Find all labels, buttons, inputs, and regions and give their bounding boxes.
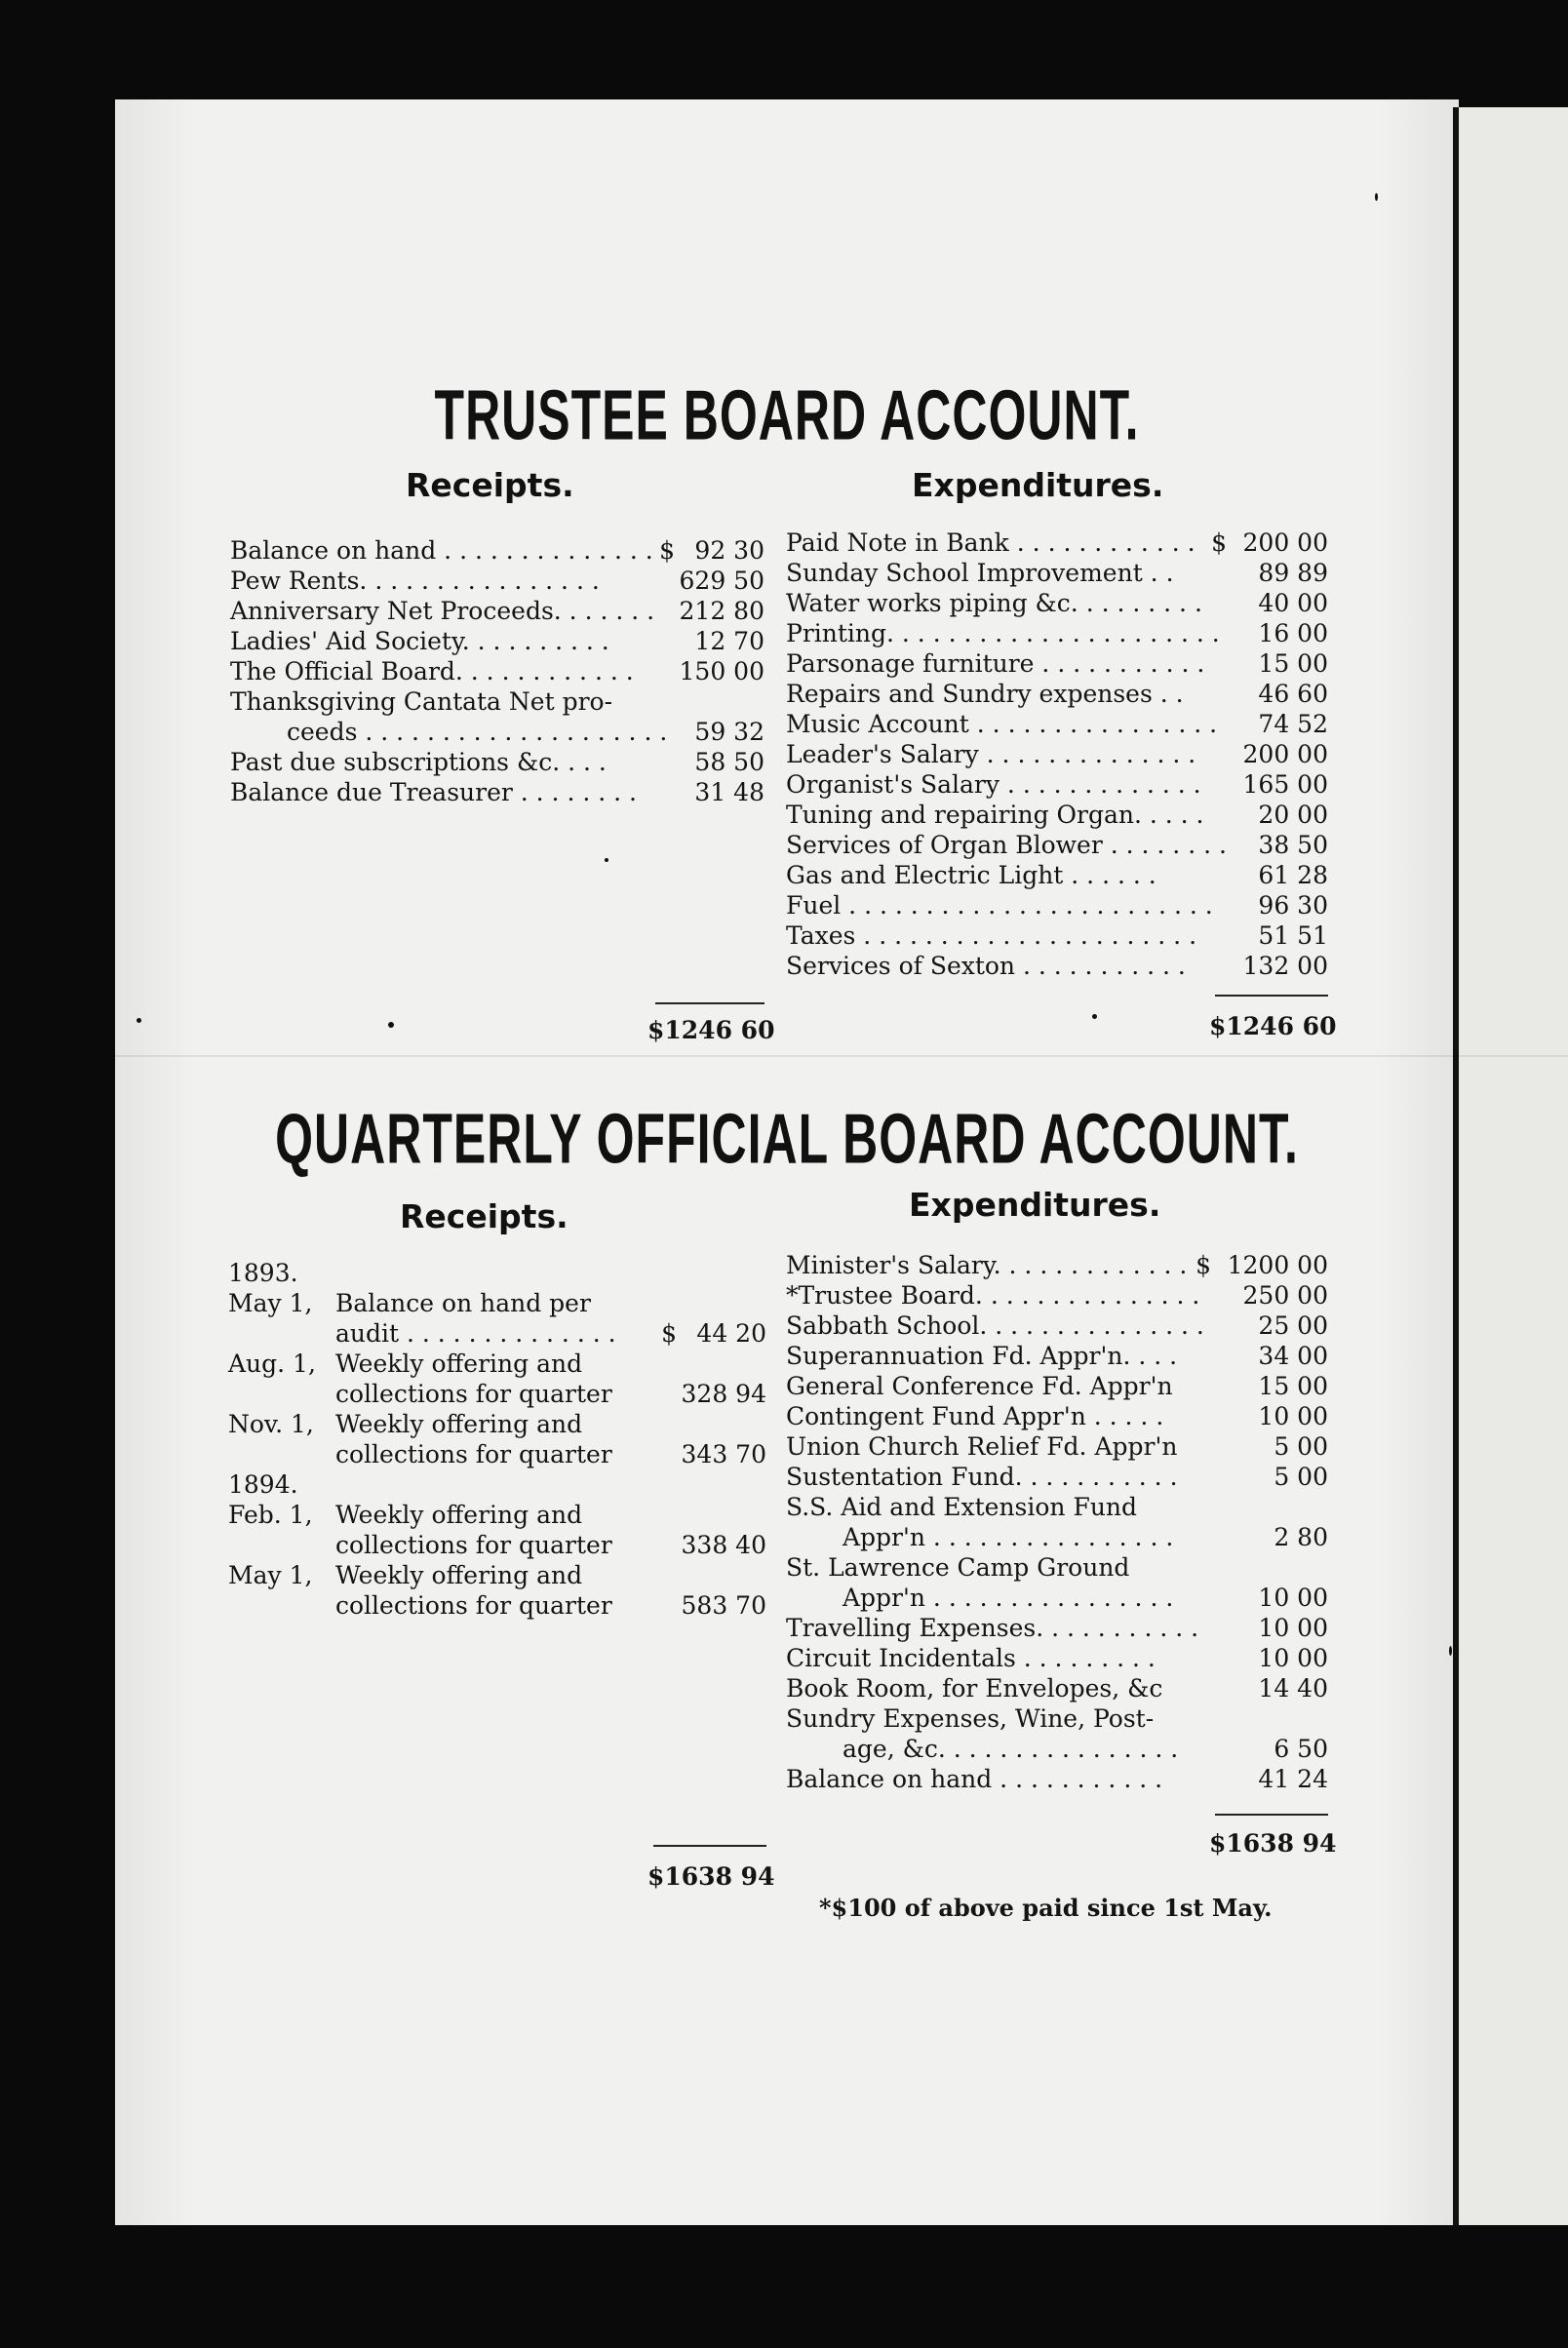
ledger-item-amount: 16 00	[1258, 619, 1328, 647]
ledger-item-label: Pew Rents. . . . . . . . . . . . . . . .	[230, 567, 600, 595]
ledger-row	[230, 777, 764, 807]
entry-date: May 1,	[228, 1289, 313, 1317]
trustee-receipts-total-rule	[655, 1002, 764, 1004]
ledger-row	[786, 1371, 1328, 1401]
ledger-item-label: Organist's Salary . . . . . . . . . . . . .	[786, 770, 1201, 799]
entry-amount: 343 70	[681, 1440, 766, 1468]
quarterly-footnote: *$100 of above paid since 1st May.	[819, 1894, 1273, 1922]
ledger-item-label: Parsonage furniture . . . . . . . . . . .	[786, 649, 1205, 678]
trustee-expenditures-total: $1246 60	[1209, 1012, 1337, 1040]
ledger-item-amount: 132 00	[1242, 952, 1328, 980]
ledger-item-amount: 10 00	[1258, 1614, 1328, 1642]
entry-description: collections for quarter	[335, 1531, 612, 1559]
ledger-row	[228, 1469, 766, 1500]
entry-amount: 44 20	[696, 1319, 766, 1348]
ledger-item-label: Balance on hand . . . . . . . . . . .	[786, 1765, 1163, 1793]
ledger-row	[786, 1431, 1328, 1462]
ledger-row	[786, 890, 1328, 920]
ledger-row	[786, 618, 1328, 648]
ledger-row	[786, 1583, 1328, 1613]
ledger-item-amount: 20 00	[1258, 801, 1328, 829]
ledger-item-amount: 46 60	[1258, 680, 1328, 708]
ledger-item-amount: 1200 00	[1227, 1251, 1328, 1279]
ledger-row	[786, 1673, 1328, 1703]
ledger-item-label: Sabbath School. . . . . . . . . . . . . . .	[786, 1311, 1204, 1340]
trustee-receipts-list	[230, 535, 764, 807]
ledger-row	[228, 1500, 766, 1530]
entry-date: Feb. 1,	[228, 1501, 313, 1529]
ledger-item-label: Water works piping &c. . . . . . . . .	[786, 589, 1202, 617]
ledger-row	[228, 1439, 766, 1469]
quarterly-expenditures-list	[786, 1250, 1328, 1794]
ledger-item-label: Sustentation Fund. . . . . . . . . . .	[786, 1463, 1178, 1491]
ledger-row	[228, 1409, 766, 1439]
ledger-item-label: Fuel . . . . . . . . . . . . . . . . . . . . . . . .	[786, 891, 1213, 920]
entry-description: Weekly offering and	[335, 1561, 583, 1589]
ledger-item-amount: 165 00	[1242, 770, 1328, 799]
ledger-row	[786, 679, 1328, 709]
ledger-item-label: Sundry Expenses, Wine, Post-	[786, 1704, 1155, 1733]
ledger-item-label: Leader's Salary . . . . . . . . . . . . . .	[786, 740, 1196, 768]
ledger-item-amount: 61 28	[1258, 861, 1328, 889]
entry-description: collections for quarter	[335, 1591, 612, 1620]
ledger-row	[786, 769, 1328, 800]
ledger-row	[786, 1401, 1328, 1431]
ledger-item-label: Gas and Electric Light . . . . . .	[786, 861, 1156, 889]
ledger-item-label: General Conference Fd. Appr'n	[786, 1372, 1173, 1400]
ledger-item-label: Union Church Relief Fd. Appr'n	[786, 1432, 1178, 1461]
ledger-item-amount: 5 00	[1274, 1432, 1328, 1461]
entry-description: Weekly offering and	[335, 1410, 583, 1438]
entry-description: collections for quarter	[335, 1440, 612, 1468]
ledger-row	[786, 709, 1328, 739]
ledger-row	[230, 686, 764, 717]
entry-date: May 1,	[228, 1561, 313, 1589]
ledger-item-label: Printing. . . . . . . . . . . . . . . . . . . . . .	[786, 619, 1220, 647]
ledger-row	[786, 1462, 1328, 1492]
ledger-item-amount: 34 00	[1258, 1342, 1328, 1370]
ledger-item-label: S.S. Aid and Extension Fund	[786, 1493, 1138, 1521]
ledger-row	[786, 1734, 1328, 1764]
trustee-expenditures-total-rule	[1215, 995, 1328, 997]
ledger-row	[228, 1560, 766, 1590]
ledger-item-label: Paid Note in Bank . . . . . . . . . . . .	[786, 528, 1196, 557]
ledger-item-label: Sunday School Improvement . .	[786, 559, 1174, 587]
ledger-row	[786, 1341, 1328, 1371]
ledger-item-amount: 2 80	[1274, 1523, 1328, 1551]
ledger-row	[786, 1552, 1328, 1583]
ledger-row	[786, 1613, 1328, 1643]
ledger-item-amount: 15 00	[1258, 649, 1328, 678]
ledger-item-label: Thanksgiving Cantata Net pro-	[230, 687, 613, 716]
ledger-item-amount: 212 80	[679, 597, 764, 625]
ledger-item-amount: 150 00	[679, 657, 764, 685]
ledger-item-label: Contingent Fund Appr'n . . . . .	[786, 1402, 1164, 1430]
entry-amount: 338 40	[681, 1531, 766, 1559]
ink-speck	[137, 1018, 141, 1023]
trustee-expenditures-heading: Expenditures.	[912, 466, 1164, 504]
ledger-row	[230, 535, 764, 566]
ledger-item-label: Music Account . . . . . . . . . . . . . . . .	[786, 710, 1218, 738]
ledger-row	[230, 566, 764, 596]
ledger-item-label: Services of Sexton . . . . . . . . . . .	[786, 952, 1186, 980]
ink-speck	[1449, 1646, 1452, 1656]
ledger-row	[786, 1280, 1328, 1311]
ledger-row	[228, 1318, 766, 1349]
ledger-item-amount: 38 50	[1258, 831, 1328, 859]
trustee-expenditures-list	[786, 528, 1328, 981]
entry-description: collections for quarter	[335, 1380, 612, 1408]
trustee-title: TRUSTEE BOARD ACCOUNT.	[434, 375, 1140, 455]
ledger-row	[786, 1492, 1328, 1522]
ledger-item-amount: 92 30	[694, 536, 764, 565]
ledger-item-amount: 10 00	[1258, 1402, 1328, 1430]
quarterly-receipts-total: $1638 94	[647, 1862, 775, 1891]
ledger-item-amount: 15 00	[1258, 1372, 1328, 1400]
dollar-sign: $	[661, 1319, 677, 1348]
ledger-item-label: Balance on hand . . . . . . . . . . . . . .	[230, 536, 653, 565]
ledger-item-label: age, &c. . . . . . . . . . . . . . . .	[843, 1735, 1179, 1763]
ledger-row	[786, 1703, 1328, 1734]
ledger-row	[786, 528, 1328, 558]
ledger-item-label: Travelling Expenses. . . . . . . . . . .	[786, 1614, 1199, 1642]
entry-description: audit . . . . . . . . . . . . . .	[335, 1319, 616, 1348]
ledger-row	[786, 588, 1328, 618]
quarterly-expenditures-heading: Expenditures.	[909, 1186, 1161, 1224]
entry-description: Balance on hand per	[335, 1289, 591, 1317]
ledger-item-label: Balance due Treasurer . . . . . . . .	[230, 778, 637, 806]
ledger-row	[786, 1311, 1328, 1341]
ledger-item-amount: 200 00	[1242, 528, 1328, 557]
ledger-item-amount: 10 00	[1258, 1584, 1328, 1612]
ledger-row	[786, 1643, 1328, 1673]
entry-description: Weekly offering and	[335, 1350, 583, 1378]
ledger-row	[786, 1522, 1328, 1552]
ledger-row	[786, 1764, 1328, 1794]
entry-amount: 328 94	[681, 1380, 766, 1408]
ledger-row	[786, 739, 1328, 769]
ledger-row	[786, 951, 1328, 981]
ledger-item-amount: 629 50	[679, 567, 764, 595]
ledger-item-amount: 96 30	[1258, 891, 1328, 920]
dollar-sign: $	[1196, 1251, 1211, 1279]
ledger-row	[228, 1349, 766, 1379]
ledger-row	[228, 1530, 766, 1560]
ledger-item-label: St. Lawrence Camp Ground	[786, 1553, 1130, 1582]
ledger-item-amount: 31 48	[694, 778, 764, 806]
ledger-item-label: Past due subscriptions &c. . . .	[230, 748, 607, 776]
ledger-row	[230, 656, 764, 686]
fold-crease	[115, 1055, 1568, 1057]
entry-description: Weekly offering and	[335, 1501, 583, 1529]
ledger-row	[230, 747, 764, 777]
ink-speck	[605, 858, 608, 862]
ledger-item-amount: 250 00	[1242, 1281, 1328, 1310]
ledger-item-label: *Trustee Board. . . . . . . . . . . . . . .	[786, 1281, 1200, 1310]
quarterly-receipts-heading: Receipts.	[400, 1197, 568, 1235]
ledger-item-amount: 59 32	[694, 718, 764, 746]
ledger-item-amount: 14 40	[1258, 1674, 1328, 1702]
ink-speck	[388, 1022, 394, 1028]
ledger-item-amount: 41 24	[1258, 1765, 1328, 1793]
ledger-row	[786, 920, 1328, 951]
entry-date: Nov. 1,	[228, 1410, 314, 1438]
ledger-row	[228, 1258, 766, 1288]
ledger-item-label: Repairs and Sundry expenses . .	[786, 680, 1184, 708]
ink-speck	[1375, 193, 1378, 201]
ledger-item-label: The Official Board. . . . . . . . . . . .	[230, 657, 634, 685]
ledger-row	[786, 558, 1328, 588]
dollar-sign: $	[1211, 528, 1227, 557]
ink-speck	[1092, 1014, 1097, 1019]
quarterly-expenditures-total: $1638 94	[1209, 1829, 1337, 1858]
ledger-item-label: Taxes . . . . . . . . . . . . . . . . . . . . . .	[786, 921, 1197, 950]
ledger-row	[786, 648, 1328, 679]
entry-date: 1893.	[228, 1259, 298, 1287]
ledger-item-label: Minister's Salary. . . . . . . . . . . . .	[786, 1251, 1188, 1279]
entry-amount: 583 70	[681, 1591, 766, 1620]
ledger-item-amount: 89 89	[1258, 559, 1328, 587]
ledger-item-amount: 51 51	[1258, 921, 1328, 950]
quarterly-receipts-total-rule	[653, 1845, 766, 1847]
adjacent-page-strip	[1459, 107, 1568, 2225]
ledger-row	[230, 596, 764, 626]
ledger-item-label: Tuning and repairing Organ. . . . .	[786, 801, 1204, 829]
ledger-row	[228, 1379, 766, 1409]
ledger-item-label: Book Room, for Envelopes, &c	[786, 1674, 1163, 1702]
ledger-row	[786, 860, 1328, 890]
ledger-item-label: Superannuation Fd. Appr'n. . . .	[786, 1342, 1178, 1370]
ledger-item-amount: 6 50	[1274, 1735, 1328, 1763]
trustee-receipts-heading: Receipts.	[406, 466, 574, 504]
ledger-row	[228, 1288, 766, 1318]
ledger-row	[230, 626, 764, 656]
ledger-item-amount: 12 70	[694, 627, 764, 655]
ledger-item-amount: 40 00	[1258, 589, 1328, 617]
ledger-row	[786, 800, 1328, 830]
ledger-item-label: Services of Organ Blower . . . . . . . .	[786, 831, 1227, 859]
ledger-item-amount: 5 00	[1274, 1463, 1328, 1491]
ledger-row	[786, 830, 1328, 860]
trustee-receipts-total: $1246 60	[647, 1016, 775, 1044]
ledger-item-amount: 200 00	[1242, 740, 1328, 768]
ledger-row	[228, 1590, 766, 1621]
ledger-row	[786, 1250, 1328, 1280]
dollar-sign: $	[659, 536, 675, 565]
ledger-row	[230, 717, 764, 747]
ledger-item-label: Anniversary Net Proceeds. . . . . . .	[230, 597, 655, 625]
ledger-item-label: Circuit Incidentals . . . . . . . . .	[786, 1644, 1156, 1672]
ledger-item-amount: 10 00	[1258, 1644, 1328, 1672]
quarterly-receipts-list	[228, 1258, 766, 1621]
ledger-item-amount: 58 50	[694, 748, 764, 776]
entry-date: Aug. 1,	[228, 1350, 316, 1378]
quarterly-title: QUARTERLY OFFICIAL BOARD ACCOUNT.	[275, 1099, 1299, 1179]
ledger-item-label: ceeds . . . . . . . . . . . . . . . . . . . .	[287, 718, 668, 746]
ledger-item-label: Appr'n . . . . . . . . . . . . . . . .	[843, 1523, 1174, 1551]
ledger-item-label: Ladies' Aid Society. . . . . . . . . .	[230, 627, 609, 655]
ledger-item-amount: 74 52	[1258, 710, 1328, 738]
entry-date: 1894.	[228, 1470, 298, 1499]
quarterly-expenditures-total-rule	[1215, 1814, 1328, 1816]
ledger-item-amount: 25 00	[1258, 1311, 1328, 1340]
ledger-item-label: Appr'n . . . . . . . . . . . . . . . .	[843, 1584, 1174, 1612]
